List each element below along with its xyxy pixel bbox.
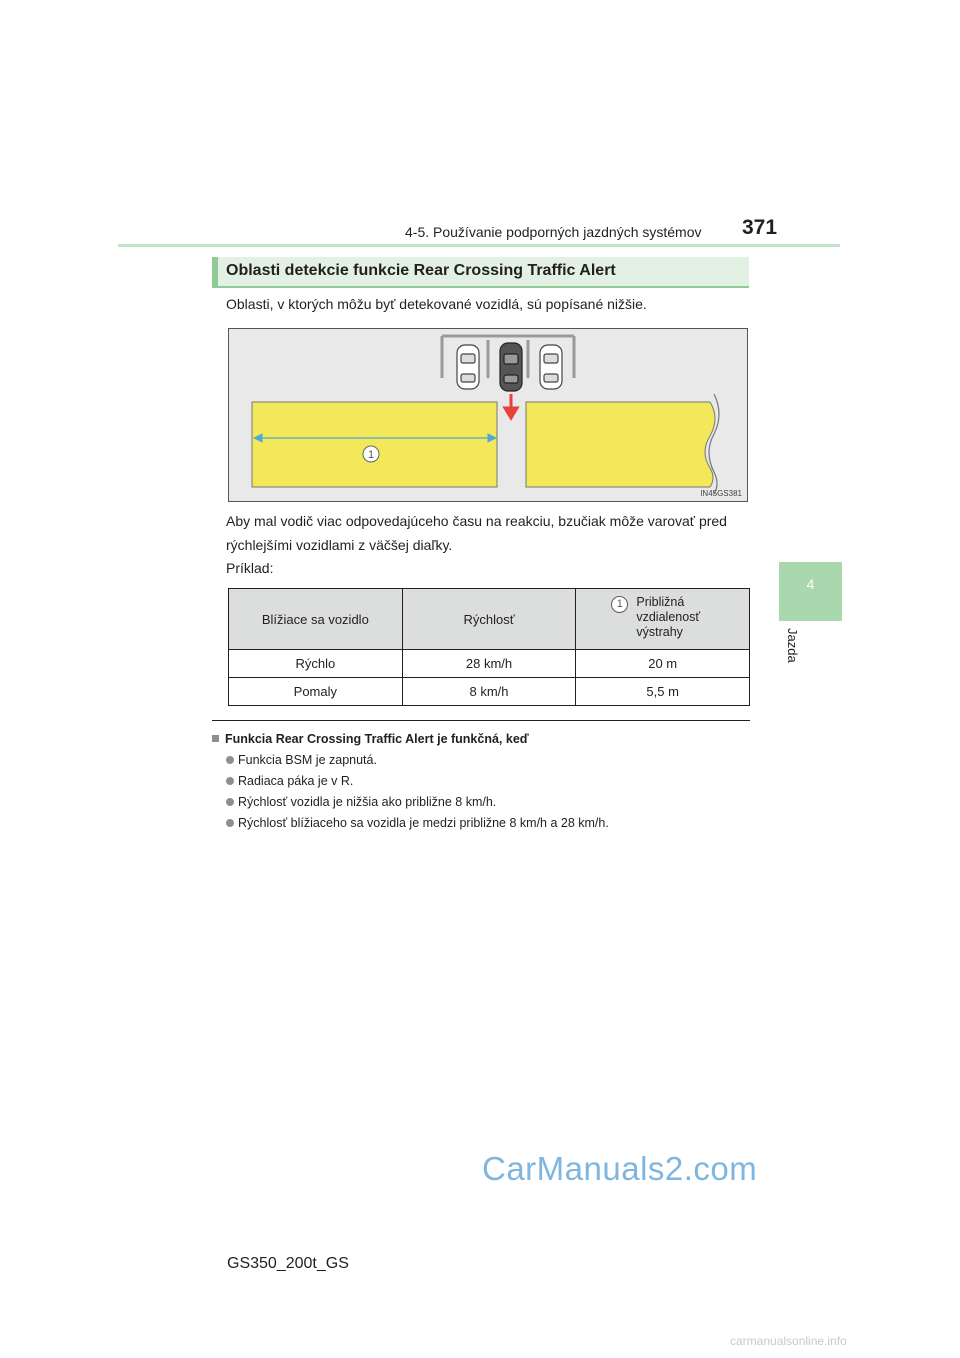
table-row xyxy=(229,678,750,706)
chapter-label-text: Jazda xyxy=(785,628,800,663)
table-header-row xyxy=(229,589,750,650)
list-item-text: Funkcia BSM je zapnutá. xyxy=(238,753,377,767)
page-number: 371 xyxy=(742,216,778,239)
table-row xyxy=(229,650,750,678)
detection-zone-left xyxy=(252,402,497,487)
table-cell: 20 m xyxy=(576,650,750,678)
list-item xyxy=(226,774,353,788)
bullet-icon xyxy=(226,777,234,785)
list-item xyxy=(226,753,377,767)
watermark-logo: CarManuals2.com xyxy=(482,1150,758,1187)
example-label: Príklad: xyxy=(226,560,274,576)
notes-heading-text: Funkcia Rear Crossing Traffic Alert je funkčná, keď xyxy=(225,732,529,746)
table-cell: 8 km/h xyxy=(402,678,576,706)
col-header-distance xyxy=(576,589,750,650)
detection-zone-right xyxy=(526,402,715,487)
table-cell: Pomaly xyxy=(229,678,403,706)
section-header: 4-5. Používanie podporných jazdných systémov xyxy=(405,224,702,240)
diagram-code: IN45GS381 xyxy=(700,489,742,498)
chapter-number: 4 xyxy=(806,576,815,592)
warning-paragraph: Aby mal vodič viac odpovedajúceho času na reakciu, bzučiak môže varovať pred rýchlejšími vozidlami z väčšej diaľky. xyxy=(226,513,727,553)
detection-area-diagram xyxy=(228,328,748,502)
chapter-label xyxy=(786,628,801,688)
list-item-text: Rýchlosť vozidla je nižšia ako približne 8 km/h. xyxy=(238,795,497,809)
col-header-vehicle: Blížiace sa vozidlo xyxy=(229,589,403,650)
table-cell: Rýchlo xyxy=(229,650,403,678)
list-item-text: Radiaca páka je v R. xyxy=(238,774,354,788)
bullet-icon xyxy=(226,819,234,827)
list-item xyxy=(226,816,609,830)
marker-1-label: 1 xyxy=(367,449,375,461)
watermark-site: carmanualsonline.info xyxy=(730,1334,847,1348)
parked-car-left xyxy=(457,345,479,389)
speed-distance-table xyxy=(228,588,750,706)
parked-car-right xyxy=(540,345,562,389)
list-item xyxy=(226,795,496,809)
square-bullet-icon xyxy=(212,735,219,742)
notes-heading xyxy=(212,732,529,746)
section-title-accent xyxy=(212,257,218,288)
intro-text: Oblasti, v ktorých môžu byť detekované vozidlá, sú popísané nižšie. xyxy=(226,296,647,312)
list-item-text: Rýchlosť blížiaceho sa vozidla je medzi približne 8 km/h a 28 km/h. xyxy=(238,816,609,830)
own-car xyxy=(500,343,522,391)
bullet-icon xyxy=(226,798,234,806)
marker-1-badge: 1 xyxy=(611,596,628,613)
notes-divider xyxy=(212,720,750,721)
col-header-distance-label: Približná vzdialenosť výstrahy xyxy=(636,595,701,639)
footer-model: GS350_200t_GS xyxy=(227,1255,349,1272)
col-header-speed: Rýchlosť xyxy=(402,589,576,650)
header-divider xyxy=(118,244,840,247)
section-title: Oblasti detekcie funkcie Rear Crossing Traffic Alert xyxy=(226,262,616,279)
table-cell: 28 km/h xyxy=(402,650,576,678)
bullet-icon xyxy=(226,756,234,764)
table-cell: 5,5 m xyxy=(576,678,750,706)
